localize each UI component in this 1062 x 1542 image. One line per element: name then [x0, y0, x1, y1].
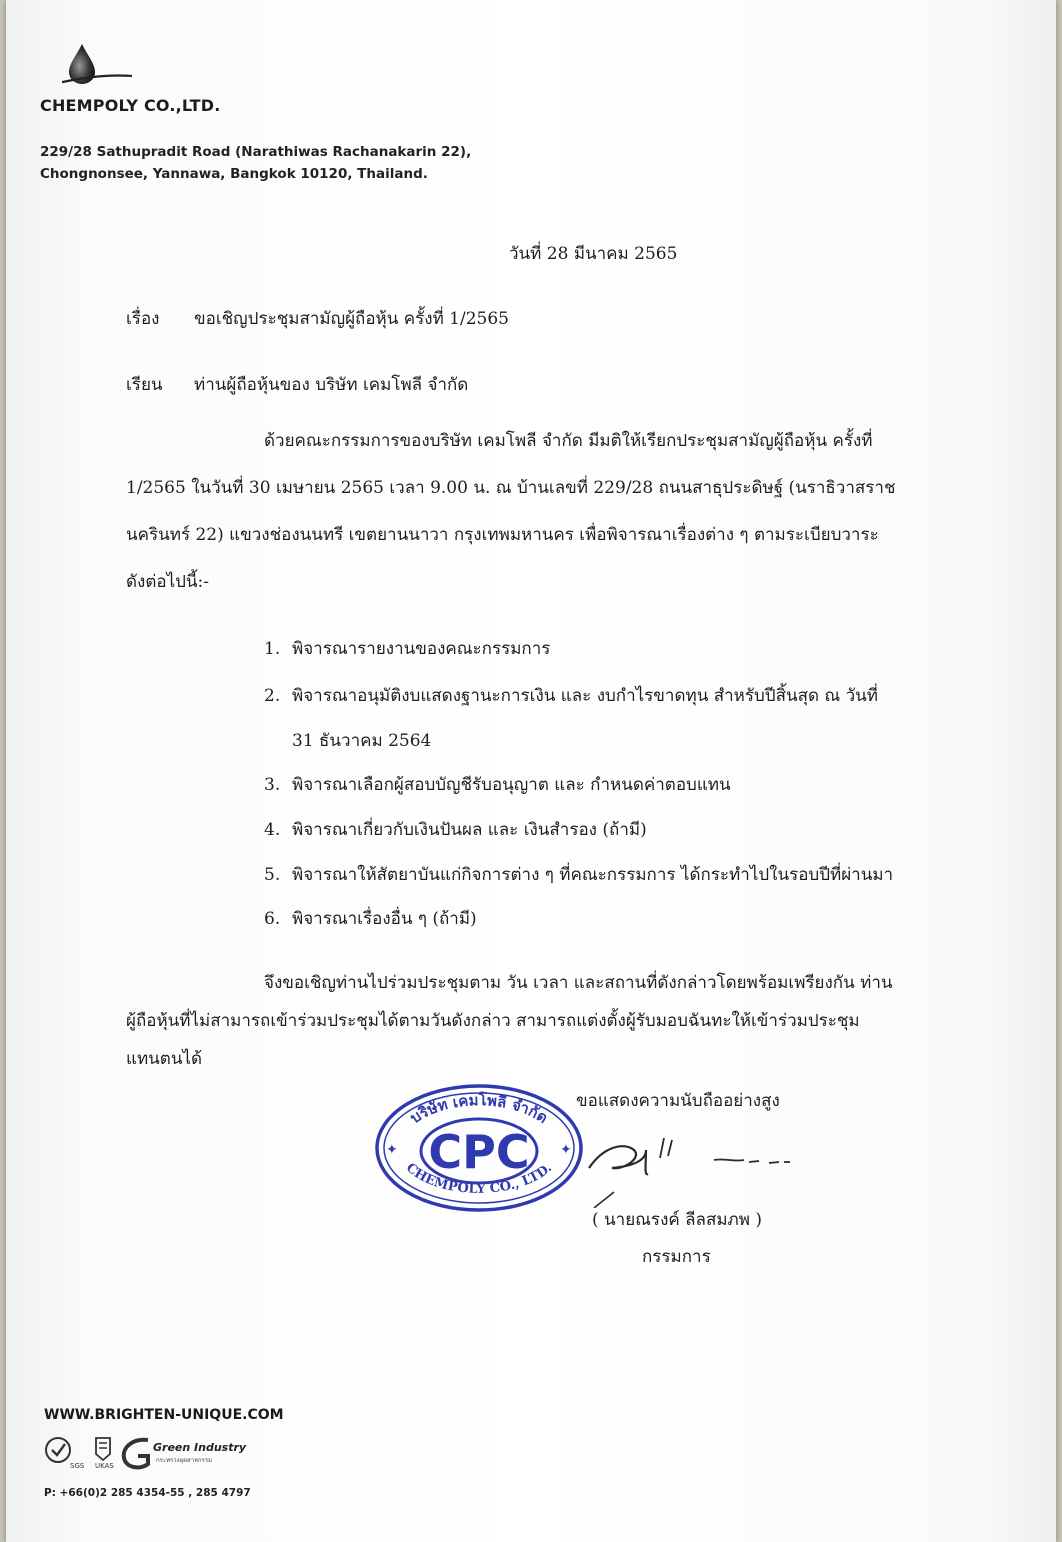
agenda-number: 1. [264, 639, 281, 659]
agenda-text: พิจารณาให้สัตยาบันแก่กิจการต่าง ๆ ที่คณะกรรมการ ได้กระทำไปในรอบปีที่ผ่านมา [292, 865, 894, 885]
signer-title: กรรมการ [642, 1247, 711, 1267]
agenda-number: 6. [264, 909, 281, 929]
closing-paragraph [126, 964, 936, 1078]
svg-text:UKAS: UKAS [95, 1462, 114, 1470]
agenda-number: 5. [264, 865, 281, 885]
body-line: นครินทร์ 22) แขวงช่องนนทรี เขตยานนาวา กรุงเทพมหานคร เพื่อพิจารณาเรื่องต่าง ๆ ตามระเบียบวาระ [126, 525, 879, 545]
sgs-certification-icon [46, 1438, 85, 1470]
agenda-text: พิจารณารายงานของคณะกรรมการ [292, 639, 551, 659]
certification-logos [44, 1434, 154, 1478]
agenda-item [264, 905, 477, 932]
phone-number: P: +66(0)2 285 4354-55 , 285 4797 [44, 1487, 251, 1499]
closing-line: จึงขอเชิญท่านไปร่วมประชุมตาม วัน เวลา และสถานที่ดังกล่าวโดยพร้อมเพรียงกัน ท่าน [264, 973, 893, 993]
address-line-2: Chongnonsee, Yannawa, Bangkok 10120, Thailand. [40, 166, 428, 182]
agenda-item [264, 635, 550, 662]
website-link[interactable]: WWW.BRIGHTEN-UNIQUE.COM [44, 1407, 284, 1423]
svg-text:✦: ✦ [560, 1142, 572, 1158]
agenda-text: พิจารณาเกี่ยวกับเงินปันผล และ เงินสำรอง (ถ้ามี) [292, 820, 647, 840]
letter-date: วันที่ 28 มีนาคม 2565 [509, 244, 678, 264]
body-paragraph [126, 418, 936, 606]
company-seal-stamp-icon [372, 1082, 586, 1214]
address-line-1: 229/28 Sathupradit Road (Narathiwas Rachanakarin 22), [40, 144, 472, 160]
stamp-bottom-text: CHEMPOLY CO., LTD. [402, 1160, 556, 1197]
svg-text:✦: ✦ [386, 1142, 398, 1158]
agenda-text: พิจารณาเลือกผู้สอบบัญชีรับอนุญาต และ กำหนดค่าตอบแทน [292, 775, 731, 795]
closing-line: ผู้ถือหุ้นที่ไม่สามารถเข้าร่วมประชุมได้ตามวันดังกล่าว สามารถแต่งตั้งผู้รับมอบฉันทะให้เข้าร่วมประชุม [126, 1011, 860, 1031]
green-industry-label: Green Industry [153, 1441, 247, 1454]
agenda-text: พิจารณาอนุมัติงบแสดงฐานะการเงิน และ งบกำไรขาดทุน สำหรับปีสิ้นสุด ณ วันที่ [292, 686, 878, 706]
letter-page [6, 0, 1056, 1542]
agenda-item [264, 771, 731, 798]
green-industry-sublabel: กระทรวงอุตสาหกรรม [156, 1457, 213, 1464]
recipient-label: เรียน [126, 375, 163, 395]
agenda-item [264, 861, 893, 888]
body-line: ด้วยคณะกรรมการของบริษัท เคมโพลี จำกัด มีมติให้เรียกประชุมสามัญผู้ถือหุ้น ครั้งที่ [264, 431, 873, 451]
agenda-number: 3. [264, 775, 281, 795]
agenda-number: 2. [264, 686, 281, 706]
body-line: 1/2565 ในวันที่ 30 เมษายน 2565 เวลา 9.00 น. ณ บ้านเลขที่ 229/28 ถนนสาธุประดิษฐ์ (นราธิวาสราช [126, 478, 896, 498]
agenda-item [264, 816, 647, 843]
stamp-top-text: บริษัท เคมโพลี จำกัด [406, 1091, 552, 1128]
company-address [40, 141, 471, 185]
body-line: ดังต่อไปนี้:- [126, 572, 210, 592]
chempoly-drop-logo-icon [62, 42, 142, 92]
agenda-item [264, 682, 878, 709]
agenda-number: 4. [264, 820, 281, 840]
ukas-certification-icon [95, 1438, 114, 1470]
subject-text: ขอเชิญประชุมสามัญผู้ถือหุ้น ครั้งที่ 1/2565 [194, 309, 509, 329]
closing-line: แทนตนได้ [126, 1049, 203, 1069]
signature-mark [584, 1128, 804, 1208]
stamp-center-text: CPC [428, 1125, 530, 1179]
company-name: CHEMPOLY CO.,LTD. [40, 96, 221, 115]
subject-label: เรื่อง [126, 309, 160, 329]
signer-name: ( นายณรงค์ ลีลสมภพ ) [592, 1210, 763, 1230]
green-industry-icon [124, 1440, 148, 1468]
svg-text:SGS: SGS [70, 1462, 85, 1470]
regards-text: ขอแสดงความนับถืออย่างสูง [576, 1091, 780, 1111]
agenda-item-continuation: 31 ธันวาคม 2564 [292, 731, 432, 751]
recipient-text: ท่านผู้ถือหุ้นของ บริษัท เคมโพลี จำกัด [194, 375, 469, 395]
agenda-text: พิจารณาเรื่องอื่น ๆ (ถ้ามี) [292, 909, 477, 929]
